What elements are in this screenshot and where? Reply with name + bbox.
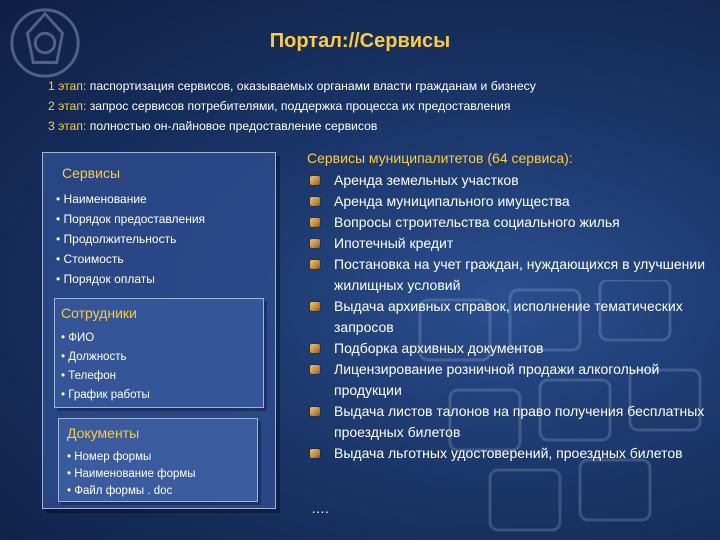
documents-panel (58, 418, 258, 502)
list-item-text: Выдача листов талонов на право получения бесплатных проездных билетов (334, 403, 705, 440)
bullet-icon (310, 260, 320, 269)
municipal-services-list (307, 170, 707, 464)
municipal-services-ellipsis: …. (311, 500, 329, 516)
list-item: • Наименование (56, 189, 205, 209)
list-item-text: Выдача архивных справок, исполнение тематических запросов (334, 298, 683, 335)
list-item-text: Аренда земельных участков (334, 172, 519, 188)
documents-fields-list (67, 449, 196, 500)
list-item (307, 191, 707, 212)
list-item (307, 212, 707, 233)
bullet-icon (310, 407, 320, 416)
list-item (307, 359, 707, 401)
list-item (307, 401, 707, 443)
list-item: • Продолжительность (56, 229, 205, 249)
documents-heading: Документы (67, 425, 140, 441)
list-item (307, 338, 707, 359)
stage-2 (48, 96, 708, 116)
list-item-text: Вопросы строительства социального жилья (334, 214, 620, 230)
staff-heading: Сотрудники (61, 305, 137, 321)
stages-list (48, 76, 708, 136)
bullet-icon (310, 197, 320, 206)
list-item-text: Подборка архивных документов (334, 340, 544, 356)
staff-panel (54, 298, 264, 408)
list-item: • ФИО (61, 329, 150, 348)
list-item: • Наименование формы (67, 466, 196, 483)
stage-label: 2 этап: (48, 99, 87, 113)
list-item-text: Постановка на учет граждан, нуждающихся в улучшении жилищных условий (334, 256, 706, 293)
stage-3 (48, 116, 708, 136)
list-item (307, 170, 707, 191)
bullet-icon (310, 218, 320, 227)
bullet-icon (310, 449, 320, 458)
staff-fields-list (61, 329, 150, 405)
list-item-text: Лицензирование розничной продажи алкогольной продукции (334, 361, 660, 398)
bullet-icon (310, 365, 320, 374)
page-title: Портал://Сервисы (269, 30, 451, 52)
list-item: • Порядок предоставления (56, 209, 205, 229)
stage-text: полностью он-лайновое предоставление сервисов (89, 119, 378, 133)
services-fields-list (56, 189, 205, 289)
stage-text: запрос сервисов потребителями, поддержка процесса их предоставления (89, 99, 511, 113)
municipal-services-heading: Сервисы муниципалитетов (64 сервиса): (307, 150, 573, 166)
bullet-icon (310, 176, 320, 185)
list-item: • Телефон (61, 367, 150, 386)
stage-text: паспортизация сервисов, оказываемых органами власти гражданам и бизнесу (89, 79, 536, 93)
list-item: • Стоимость (56, 249, 205, 269)
list-item (307, 233, 707, 254)
list-item: • Номер формы (67, 449, 196, 466)
list-item-text: Ипотечный кредит (334, 235, 454, 251)
list-item: • Должность (61, 348, 150, 367)
list-item (307, 254, 707, 296)
list-item: • График работы (61, 386, 150, 405)
list-item: • Файл формы . doc (67, 483, 196, 500)
services-heading: Сервисы (62, 165, 121, 181)
list-item-text: Аренда муниципального имущества (334, 193, 570, 209)
stage-label: 3 этап: (48, 119, 87, 133)
list-item-text: Выдача льготных удостоверений, проездных билетов (334, 445, 683, 461)
bullet-icon (310, 302, 320, 311)
stage-1 (48, 76, 708, 96)
stage-label: 1 этап: (48, 79, 87, 93)
bullet-icon (310, 344, 320, 353)
list-item: • Порядок оплаты (56, 269, 205, 289)
bullet-icon (310, 239, 320, 248)
list-item (307, 296, 707, 338)
list-item (307, 443, 707, 464)
